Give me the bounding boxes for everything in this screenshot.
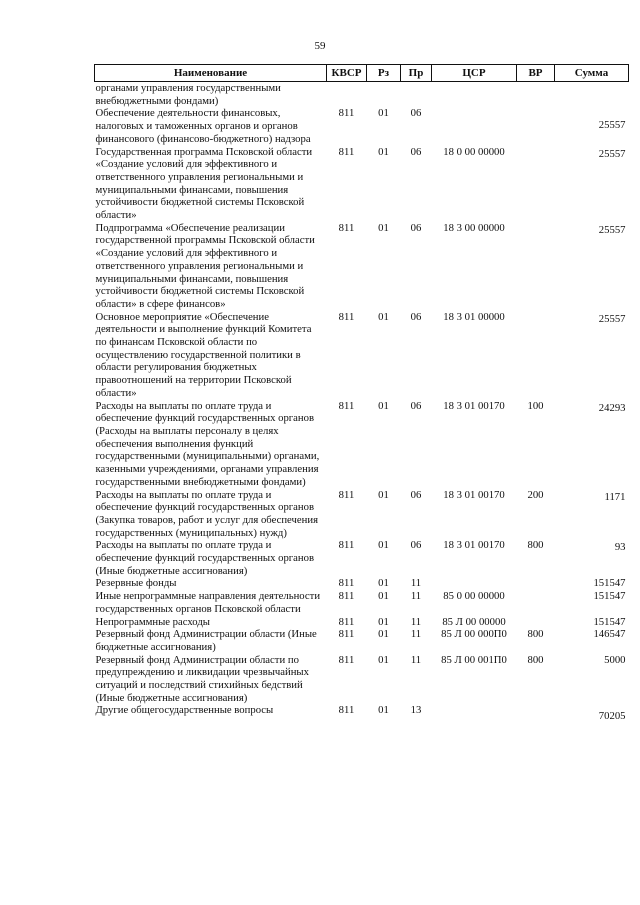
- cell-csr: [432, 82, 517, 108]
- cell-csr: 85 Л 00 000П0: [441, 628, 507, 641]
- cell-rz: [367, 82, 401, 108]
- cell-vr: [517, 590, 555, 615]
- cell-rz: 01: [378, 615, 389, 628]
- table-row: [95, 311, 629, 400]
- cell-name: Другие общегосударственные вопросы: [95, 704, 274, 717]
- cell-rz: 01: [378, 310, 389, 323]
- cell-vr: [517, 704, 555, 723]
- cell-name: Непрограммные расходы: [95, 615, 210, 628]
- cell-rz: 01: [378, 107, 389, 120]
- cell-pr: 06: [410, 221, 422, 234]
- cell-kvsr: 811: [338, 539, 355, 552]
- cell-kvsr: 811: [338, 577, 355, 590]
- cell-name: Подпрограмма «Обеспечение реализации государственной программы Псковской области «Создание условий для эффективного и ответственного управления региональными и муниципальными финансами, повышения устойчивости бюджетной системы Псковской области» в сфере финансов»: [95, 221, 315, 310]
- cell-kvsr: 811: [338, 310, 355, 323]
- cell-sum: 5000: [604, 653, 626, 666]
- cell-name: Резервные фонды: [95, 577, 177, 590]
- cell-rz: 01: [378, 577, 389, 590]
- cell-rz: 01: [378, 488, 389, 501]
- cell-name: Расходы на выплаты по оплате труда и обеспечение функций государственных органов (Расходы на выплаты персоналу в целях обеспечения выполнения функций государственными (муниципальными) органами, казенными учреждениями, органами управления государственными внебюджетными фондами): [95, 399, 320, 488]
- cell-pr: 06: [410, 310, 422, 323]
- cell-sum: 151547: [593, 590, 626, 603]
- table-header-row: [95, 65, 629, 82]
- cell-kvsr: 811: [338, 590, 355, 603]
- cell-vr: [517, 311, 555, 400]
- cell-csr: [432, 577, 517, 590]
- cell-sum: [555, 82, 629, 108]
- table-row: [95, 400, 629, 489]
- cell-csr: [432, 704, 517, 723]
- table-row: [95, 222, 629, 311]
- cell-rz: 01: [378, 399, 389, 412]
- table-row: [95, 107, 629, 145]
- cell-csr: 85 Л 00 00000: [442, 615, 506, 628]
- header-kvsr: КВСР: [327, 65, 367, 82]
- cell-name: Резервный фонд Администрации области (Иные бюджетные ассигнования): [95, 628, 317, 653]
- cell-csr: 18 0 00 00000: [443, 145, 505, 158]
- table-row: [95, 146, 629, 222]
- cell-kvsr: 811: [338, 399, 355, 412]
- cell-vr: [517, 107, 555, 145]
- cell-sum: 93: [614, 541, 626, 554]
- cell-kvsr: [327, 82, 367, 108]
- header-pr: Пр: [401, 65, 432, 82]
- cell-rz: 01: [378, 628, 389, 641]
- cell-sum: 25557: [598, 312, 626, 325]
- table-row: [95, 616, 629, 629]
- cell-sum: 25557: [598, 119, 626, 132]
- cell-pr: 06: [410, 399, 422, 412]
- cell-vr: [517, 82, 555, 108]
- cell-sum: 25557: [598, 147, 626, 160]
- cell-name: органами управления государственными внебюджетными фондами): [95, 82, 281, 107]
- cell-vr: [517, 577, 555, 590]
- cell-pr: 11: [410, 577, 422, 590]
- cell-name: Резервный фонд Администрации области по предупреждению и ликвидации чрезвычайных ситуаций и последствий стихийных бедствий (Иные бюджетные ассигнования): [95, 653, 309, 704]
- cell-pr: 06: [410, 145, 422, 158]
- cell-csr: 18 3 01 00170: [443, 399, 505, 412]
- cell-pr: 13: [410, 704, 422, 717]
- cell-kvsr: 811: [338, 221, 355, 234]
- cell-name: Государственная программа Псковской области «Создание условий для эффективного и ответственного управления региональными и муниципальными финансами, повышения устойчивости бюджетной системы Псковской области»: [95, 145, 313, 222]
- table-row: [95, 539, 629, 577]
- cell-pr: 06: [410, 107, 422, 120]
- page-number: 59: [314, 40, 326, 52]
- cell-name: Расходы на выплаты по оплате труда и обеспечение функций государственных органов (Иные бюджетные ассигнования): [95, 539, 315, 577]
- header-vr: ВР: [517, 65, 555, 82]
- table-row: [95, 654, 629, 705]
- table-row: [95, 628, 629, 653]
- cell-rz: 01: [378, 704, 389, 717]
- cell-csr: 85 Л 00 001П0: [441, 653, 507, 666]
- header-name: Наименование: [95, 65, 327, 82]
- cell-sum: 25557: [598, 223, 626, 236]
- cell-csr: 18 3 01 00000: [443, 310, 505, 323]
- cell-pr: 11: [410, 590, 422, 603]
- cell-kvsr: 811: [338, 615, 355, 628]
- cell-pr: [401, 82, 432, 108]
- cell-csr: 18 3 01 00170: [443, 539, 505, 552]
- cell-csr: [432, 107, 517, 145]
- cell-sum: 151547: [593, 577, 626, 590]
- cell-vr: 200: [527, 488, 544, 501]
- cell-pr: 11: [410, 615, 422, 628]
- header-sum: Сумма: [555, 65, 629, 82]
- cell-pr: 11: [410, 628, 422, 641]
- cell-rz: 01: [378, 653, 389, 666]
- cell-kvsr: 811: [338, 628, 355, 641]
- cell-name: Расходы на выплаты по оплате труда и обеспечение функций государственных органов (Закупка товаров, работ и услуг для обеспечения государственных (муниципальных) нужд): [95, 488, 319, 539]
- table-row: [95, 704, 629, 723]
- cell-kvsr: 811: [338, 653, 355, 666]
- cell-rz: 01: [378, 145, 389, 158]
- cell-vr: 800: [527, 653, 544, 666]
- table-row: [95, 82, 629, 108]
- cell-name: Основное мероприятие «Обеспечение деятельности и выполнение функций Комитета по финансам Псковской области по осуществлению государственной политики в области регулирования бюджетных правоотношений на территории Псковской области»: [95, 310, 312, 399]
- cell-sum: 70205: [598, 710, 626, 723]
- cell-csr: 18 3 00 00000: [443, 221, 505, 234]
- cell-rz: 01: [378, 539, 389, 552]
- cell-pr: 11: [410, 653, 422, 666]
- cell-name: Иные непрограммные направления деятельности государственных органов Псковской области: [95, 590, 321, 615]
- cell-vr: [517, 222, 555, 311]
- header-csr: ЦСР: [432, 65, 517, 82]
- cell-pr: 06: [410, 539, 422, 552]
- cell-sum: 24293: [598, 401, 626, 414]
- cell-vr: 100: [527, 399, 544, 412]
- cell-pr: 06: [410, 488, 422, 501]
- cell-csr: 85 0 00 00000: [443, 590, 505, 603]
- table-row: [95, 577, 629, 590]
- cell-kvsr: 811: [338, 107, 355, 120]
- cell-vr: [517, 146, 555, 222]
- cell-sum: 146547: [593, 628, 626, 641]
- budget-table: [94, 64, 629, 723]
- cell-name: Обеспечение деятельности финансовых, налоговых и таможенных органов и органов финансового (финансово-бюджетного) надзора: [95, 107, 311, 145]
- cell-kvsr: 811: [338, 145, 355, 158]
- cell-sum: 1171: [604, 490, 626, 503]
- cell-sum: 151547: [593, 615, 626, 628]
- cell-vr: 800: [527, 539, 544, 552]
- table-row: [95, 590, 629, 615]
- cell-rz: 01: [378, 221, 389, 234]
- cell-vr: 800: [527, 628, 544, 641]
- table-row: [95, 489, 629, 540]
- cell-kvsr: 811: [338, 488, 355, 501]
- cell-vr: [517, 616, 555, 629]
- cell-csr: 18 3 01 00170: [443, 488, 505, 501]
- header-rz: Рз: [367, 65, 401, 82]
- cell-kvsr: 811: [338, 704, 355, 717]
- cell-rz: 01: [378, 590, 389, 603]
